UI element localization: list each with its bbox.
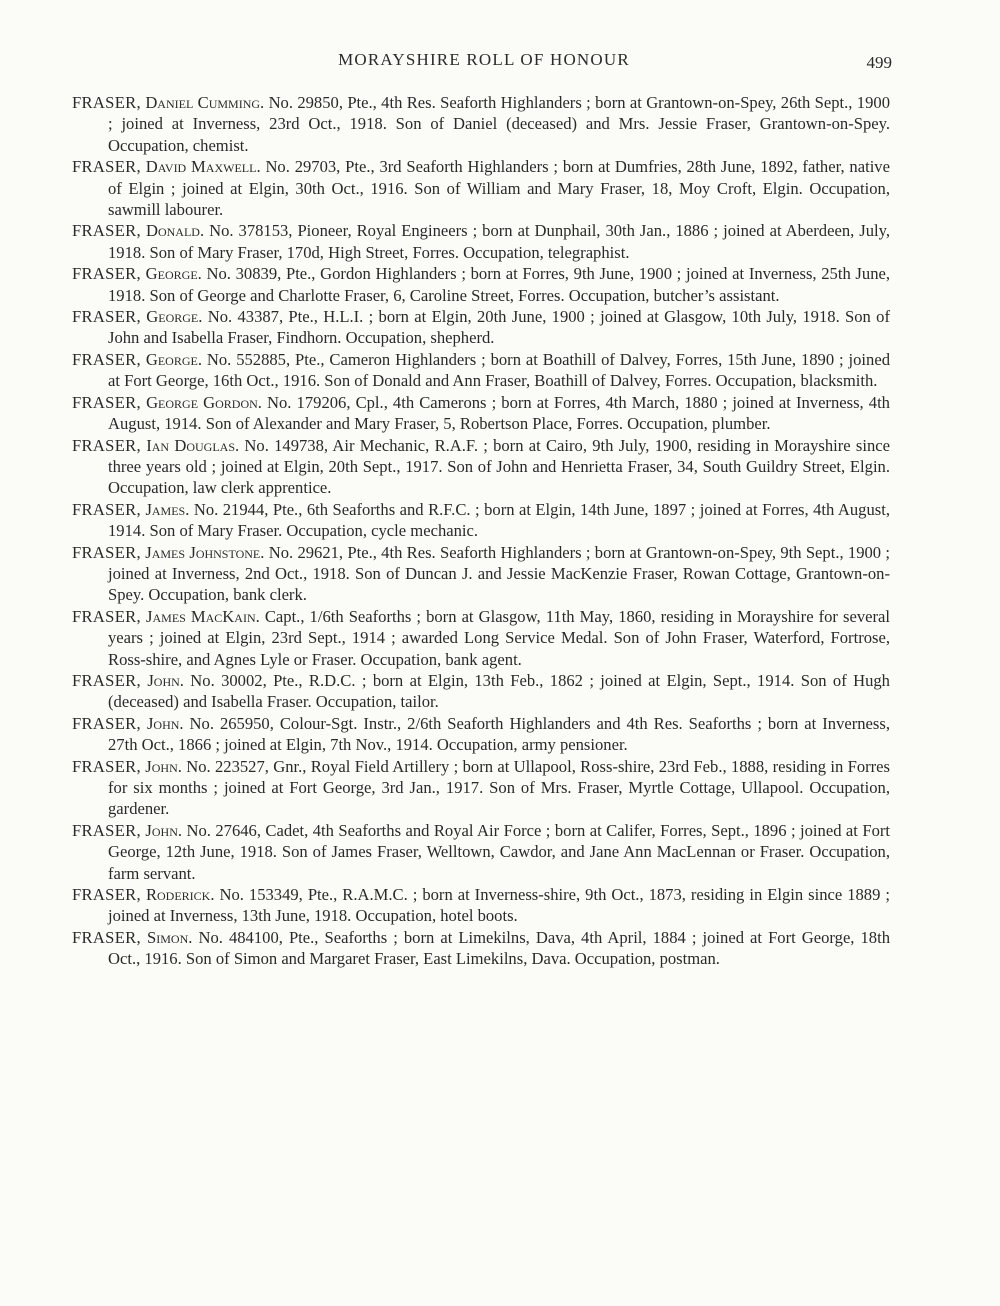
entry-given-names: David Maxwell.: [145, 157, 261, 177]
entry-surname: FRASER,: [72, 670, 141, 690]
page-number: 499: [866, 53, 892, 72]
entry-given-names: Roderick.: [145, 885, 215, 905]
entry-details: No. 552885, Pte., Cameron Highlanders ; born at Boathill of Dalvey, Forres, 15th June, 1890 ; joined at Fort George, 16th Oct., 1916. Son of Donald and Ann Fraser, Boathill of Dalvey, Forres. Occupation, blacksmith.: [108, 349, 890, 391]
roll-entry: [72, 713, 890, 756]
roll-entry: [72, 499, 890, 542]
entry-surname: FRASER,: [72, 927, 141, 947]
entry-surname: FRASER,: [72, 820, 141, 840]
entry-details: No. 29621, Pte., 4th Res. Seaforth Highlanders ; born at Grantown-on-Spey, 9th Sept., 1900 ; joined at Inverness, 2nd Oct., 1918. Son of Duncan J. and Jessie MacKenzie Fraser, Rowan Cottage, Grantown-on-Spey. Occupation, bank clerk.: [108, 542, 890, 605]
entry-surname: FRASER,: [72, 221, 141, 241]
roll-entry: [72, 884, 890, 927]
entry-surname: FRASER,: [72, 756, 141, 776]
roll-entry: [72, 220, 890, 263]
roll-entry: [72, 927, 890, 970]
entry-details: No. 378153, Pioneer, Royal Engineers ; born at Dunphail, 30th Jan., 1886 ; joined at Aberdeen, July, 1918. Son of Mary Fraser, 170d, High Street, Forres. Occupation, telegraphist.: [108, 221, 890, 262]
entry-given-names: Donald.: [145, 221, 205, 241]
entry-given-names: James.: [145, 499, 190, 519]
entry-given-names: George.: [145, 349, 202, 369]
roll-entry: [72, 349, 890, 392]
roll-entry: [72, 670, 890, 713]
entry-surname: FRASER,: [72, 157, 141, 177]
entry-details: No. 149738, Air Mechanic, R.A.F. ; born at Cairo, 9th July, 1900, residing in Morayshire since three years old ; joined at Elgin, 20th Sept., 1917. Son of John and Henrietta Fraser, 34, South Guildry Street, Elgin. Occupation, law clerk apprentice.: [108, 435, 891, 498]
roll-entry: [72, 756, 890, 820]
roll-entry: [72, 156, 890, 220]
roll-entries: [72, 92, 890, 970]
entry-details: No. 43387, Pte., H.L.I. ; born at Elgin, 20th June, 1900 ; joined at Glasgow, 10th July, 1918. Son of John and Isabella Fraser, Findhorn. Occupation, shepherd.: [108, 307, 890, 348]
entry-surname: FRASER,: [72, 435, 141, 455]
entry-details: No. 30839, Pte., Gordon Highlanders ; born at Forres, 9th June, 1900 ; joined at Inverness, 25th June, 1918. Son of George and Charlotte Fraser, 6, Caroline Street, Forres. Occupation, butcher’s assistant.: [108, 264, 891, 305]
entry-given-names: John.: [145, 820, 183, 840]
entry-details: No. 179206, Cpl., 4th Camerons ; born at Forres, 4th March, 1880 ; joined at Inverness, 4th August, 1914. Son of Alexander and Mary Fraser, 5, Robertson Place, Forres. Occupation, plumber.: [108, 392, 890, 434]
entry-given-names: George.: [145, 264, 202, 284]
entry-details: No. 223527, Gnr., Royal Field Artillery ; born at Ullapool, Ross-shire, 23rd Feb., 1888, residing in Forres for six months ; joined at Fort George, 3rd Jan., 1917. Son of Mrs. Fraser, Myrtle Cottage, Ullapool. Occupation, gardener.: [108, 756, 890, 819]
entry-given-names: John.: [145, 756, 182, 776]
roll-entry: [72, 306, 890, 349]
roll-entry: [72, 542, 890, 606]
entry-details: No. 29703, Pte., 3rd Seaforth Highlanders ; born at Dumfries, 28th June, 1892, father, native of Elgin ; joined at Elgin, 30th Oct., 1916. Son of William and Mary Fraser, 18, Moy Croft, Elgin. Occupation, sawmill labourer.: [108, 157, 890, 220]
roll-entry: [72, 392, 890, 435]
entry-surname: FRASER,: [72, 349, 141, 369]
roll-entry: [72, 820, 890, 884]
entry-surname: FRASER,: [72, 713, 141, 733]
entry-given-names: George Gordon.: [146, 392, 262, 412]
roll-entry: [72, 606, 890, 670]
entry-details: No. 29850, Pte., 4th Res. Seaforth Highlanders ; born at Grantown-on-Spey, 26th Sept., 1900 ; joined at Inverness, 23rd Oct., 1918. Son of Daniel (deceased) and Mrs. Jessie Fraser, Grantown-on-Spey. Occupation, chemist.: [108, 93, 890, 155]
entry-surname: FRASER,: [72, 542, 141, 562]
entry-details: No. 153349, Pte., R.A.M.C. ; born at Inverness-shire, 9th Oct., 1873, residing in Elgin since 1889 ; joined at Inverness, 13th June, 1918. Occupation, hotel boots.: [108, 885, 890, 926]
entry-given-names: Simon.: [147, 927, 193, 947]
page-header: [0, 50, 1000, 74]
entry-details: No. 30002, Pte., R.D.C. ; born at Elgin, 13th Feb., 1862 ; joined at Elgin, Sept., 1914. Son of Hugh (deceased) and Isabella Fraser. Occupation, tailor.: [108, 670, 890, 712]
entry-surname: FRASER,: [72, 392, 141, 412]
entry-given-names: Daniel Cumming.: [145, 93, 265, 112]
entry-surname: FRASER,: [72, 885, 141, 905]
entry-surname: FRASER,: [72, 93, 141, 112]
entry-surname: FRASER,: [72, 606, 141, 626]
entry-surname: FRASER,: [72, 307, 141, 327]
running-title: MORAYSHIRE ROLL OF HONOUR: [338, 50, 630, 69]
entry-given-names: John.: [147, 670, 184, 690]
entry-details: Capt., 1/6th Seaforths ; born at Glasgow, 11th May, 1860, residing in Morayshire for several years ; joined at Elgin, 23rd Sept., 1914 ; awarded Long Service Medal. Son of John Fraser, Waterford, Fortrose, Ross-shire, and Agnes Lyle or Fraser. Occupation, bank agent.: [108, 606, 890, 669]
entry-given-names: George.: [146, 307, 203, 327]
entry-details: No. 265950, Colour-Sgt. Instr., 2/6th Seaforth Highlanders and 4th Res. Seaforths ; born at Inverness, 27th Oct., 1866 ; joined at Elgin, 7th Nov., 1914. Occupation, army pensioner.: [108, 713, 890, 755]
entry-details: No. 21944, Pte., 6th Seaforths and R.F.C. ; born at Elgin, 14th June, 1897 ; joined at Forres, 4th August, 1914. Son of Mary Fraser. Occupation, cycle mechanic.: [108, 499, 890, 541]
roll-entry: [72, 92, 890, 156]
entry-given-names: John.: [146, 713, 184, 733]
entry-given-names: James Johnstone.: [145, 542, 265, 562]
entry-details: No. 27646, Cadet, 4th Seaforths and Royal Air Force ; born at Califer, Forres, Sept., 1896 ; joined at Fort George, 12th June, 1918. Son of James Fraser, Welltown, Cawdor, and Jane Ann MacLennan or Fraser. Occupation, farm servant.: [108, 820, 891, 883]
roll-entry: [72, 435, 890, 499]
entry-details: No. 484100, Pte., Seaforths ; born at Limekilns, Dava, 4th April, 1884 ; joined at Fort George, 18th Oct., 1916. Son of Simon and Margaret Fraser, East Limekilns, Dava. Occupation, postman.: [108, 927, 891, 969]
entry-given-names: Ian Douglas.: [146, 435, 240, 455]
entry-surname: FRASER,: [72, 264, 141, 284]
entry-given-names: James MacKain.: [146, 606, 260, 626]
entry-surname: FRASER,: [72, 499, 141, 519]
roll-entry: [72, 263, 890, 306]
